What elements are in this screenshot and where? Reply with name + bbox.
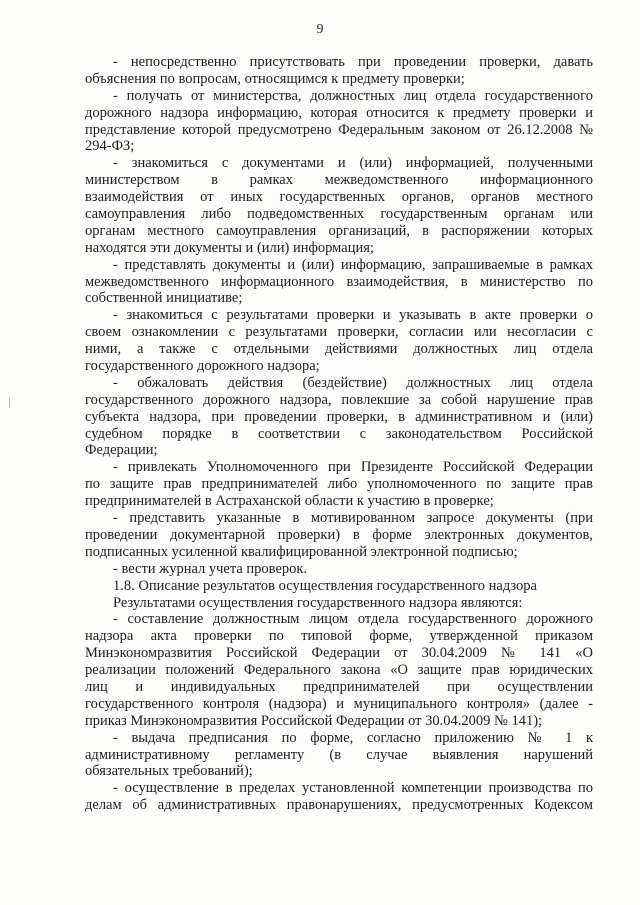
text-line: межведомственного информационного взаимодействия, в министерство по [85, 273, 593, 290]
text-line: обязательных требований); [85, 763, 253, 780]
text-line: 294-ФЗ; [85, 138, 135, 155]
text-line: Результатами осуществления государственного надзора являются: [113, 594, 523, 611]
text-line: - осуществление в пределах установленной компетенции производства по [113, 780, 593, 797]
text-line: дорожного надзора информацию, которая относится к предмету проверки и [85, 104, 593, 121]
text-line: - знакомиться с результатами проверки и указывать в акте проверки о [113, 307, 593, 324]
text-line: взаимодействия от иных государственных органов, органов местного [85, 189, 593, 206]
text-line: - вести журнал учета проверок. [113, 560, 308, 577]
text-line: органам местного самоуправления организаций, в распоряжении которых [85, 222, 593, 239]
text-line: - представить указанные в мотивированном запросе документы (при [113, 510, 593, 527]
text-line: - составление должностным лицом отдела государственного дорожного [113, 611, 593, 628]
text-line: своем ознакомлении с результатами проверки, согласии или несогласии с [85, 324, 593, 341]
text-line: лиц и индивидуальных предпринимателей при осуществлении [85, 678, 593, 695]
text-line: самоуправления либо подведомственных государственным органам или [85, 206, 593, 223]
text-line: приказ Минэкономразвития Российской Федерации от 30.04.2009 № 141); [85, 712, 543, 729]
text-line: собственной инициативе; [85, 290, 243, 307]
text-line: государственного дорожного надзора, повлекшие за собой нарушение прав [85, 391, 593, 408]
text-line: государственного дорожного надзора; [85, 358, 320, 375]
text-line: предпринимателей в Астраханской области к участию в проверке; [85, 493, 494, 510]
section-heading: 1.8. Описание результатов осуществления государственного надзора [113, 577, 537, 594]
text-line: объяснения по вопросам, относящимся к предмету проверки; [85, 70, 465, 87]
text-line: - представлять документы и (или) информацию, запрашиваемые в рамках [113, 256, 593, 273]
text-line: подписанных усиленной квалифицированной электронной подписью; [85, 543, 518, 560]
text-line: - получать от министерства, должностных лиц отдела государственного [113, 87, 593, 104]
text-line: административному регламенту (в случае выявления нарушений [85, 746, 593, 763]
text-line: - знакомиться с документами и (или) информацией, полученными [113, 155, 593, 172]
text-line: Минэкономразвития Российской Федерации от 30.04.2009 № 141 «О [85, 645, 593, 662]
text-line: делам об административных правонарушениях, предусмотренных Кодексом [85, 797, 593, 814]
margin-mark [9, 398, 10, 408]
text-line: - привлекать Уполномоченного при Президенте Российской Федерации [113, 459, 593, 476]
text-line: надзора акта проверки по типовой форме, утвержденной приказом [85, 628, 593, 645]
text-line: ними, а также с отдельными действиями должностных лиц отдела [85, 341, 593, 358]
text-line: - непосредственно присутствовать при проведении проверки, давать [113, 54, 593, 70]
text-line: Федерации; [85, 442, 158, 459]
text-line: находятся эти документы и (или) информация; [85, 239, 374, 256]
text-line: - выдача предписания по форме, согласно приложению № 1 к [113, 729, 593, 746]
text-line: министерством в рамках межведомственного информационного [85, 172, 593, 189]
text-line: субъекта надзора, при проведении проверки, в административном и (или) [85, 408, 593, 425]
text-line: государственного контроля (надзора) и муниципального контроля» (далее - [85, 695, 593, 712]
text-line: реализации положений Федерального закона «О защите прав юридических [85, 662, 593, 679]
body-text [85, 54, 593, 814]
text-line: судебном порядке в соответствии с законодательством Российской [85, 425, 593, 442]
text-line: проведении документарной проверки) в форме электронных документов, [85, 526, 593, 543]
text-line: представление которой предусмотрено Федеральным законом от 26.12.2008 № [85, 121, 593, 138]
text-line: по защите прав предпринимателей либо уполномоченного по защите прав [85, 476, 593, 493]
text-line: - обжаловать действия (бездействие) должностных лиц отдела [113, 374, 593, 391]
page-number: 9 [316, 22, 324, 37]
